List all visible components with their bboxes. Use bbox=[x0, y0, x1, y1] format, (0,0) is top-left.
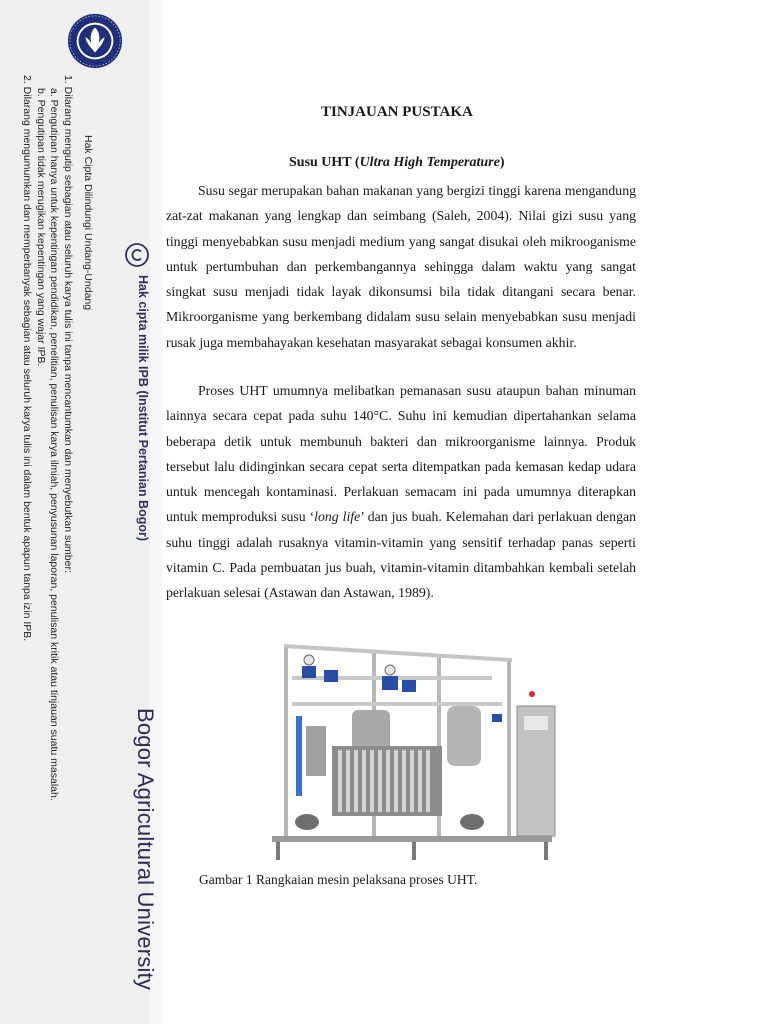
copyright-line: Hak cipta milik IPB (Institut Pertanian Bogor) bbox=[136, 275, 150, 542]
paragraph-2-text-a: Proses UHT umumnya melibatkan pemanasan susu ataupun bahan minuman lainnya secara cepat pada suhu 140°C. Suhu ini kemudian dipertahankan selama beberapa detik untuk membunuh bakteri dan mikroorganisme lainnya. Produk tersebut lalu didinginkan secara cepat serta ditempatkan pada kemasan kedap udara untuk mencegah kontaminasi. Perlakuan semacam ini pada umumnya diterapkan untuk memproduksi susu ‘ bbox=[166, 383, 636, 525]
subtitle-main: Susu UHT ( bbox=[289, 155, 360, 170]
paragraph-2-text-b: ’ dan jus buah. Kelemahan dari perlakuan dengan suhu tinggi adalah rusaknya vitamin-vitamin yang sensitif terhadap panas seperti vitamin C. Pada pembuatan jus buah, vitamin-vitamin ditambahkan kembali setelah perlakuan selesai (Astawan dan Astawan, 1989). bbox=[166, 509, 636, 601]
notice-title: Hak Cipta Dilindungi Undang-Undang bbox=[82, 135, 94, 311]
notice-item-2: 2. Dilarang mengumumkan dan memperbanyak sebagian atau seluruh karya tulis ini dalam bentuk apapun tanpa izin IPB. bbox=[21, 75, 33, 642]
uht-machine-illustration bbox=[262, 636, 562, 866]
page-title: TINJAUAN PUSTAKA bbox=[321, 104, 473, 120]
copyright-icon bbox=[124, 242, 150, 268]
paragraph-2-italic: long life bbox=[314, 509, 361, 525]
ipb-logo bbox=[66, 12, 124, 70]
subtitle-end: ) bbox=[499, 155, 505, 170]
notice-item-1a: a. Pengutipan hanya untuk kepentingan pendidikan, penelitian, penulisan karya ilmiah, penyusunan laporan, penulisan kritik atau tinjauan suatu masalah. bbox=[48, 88, 60, 801]
notice-item-1: 1. Dilarang mengutip sebagian atau seluruh karya tulis ini tanpa mencantumkan dan menyebutkan sumber: bbox=[62, 75, 74, 573]
paragraph-1 bbox=[166, 178, 636, 355]
subtitle-italic: Ultra High Temperature bbox=[359, 155, 500, 170]
notice-item-1b: b. Pengutipan tidak merugikan kepentingan yang wajar IPB. bbox=[35, 88, 47, 367]
section-subtitle bbox=[289, 155, 505, 171]
paragraph-2 bbox=[166, 378, 636, 606]
paragraph-1-text: Susu segar merupakan bahan makanan yang bergizi tinggi karena mengandung zat-zat makanan yang lengkap dan seimbang (Saleh, 2004). Nilai gizi susu yang tinggi menyebabkan susu menjadi medium yang sangat disukai oleh mikrooganisme untuk pertumbuhan dan perkembangannya sehingga dalam waktu yang sangat singkat susu menjadi tidak layak dikonsumsi bila tidak ditangani secara benar. Mikroorganisme yang berkembang didalam susu selain menyebabkan susu menjadi rusak juga membahayakan kesehatan masyarakat sebagai konsumen akhir. bbox=[166, 183, 636, 350]
university-name: Bogor Agricultural University bbox=[133, 708, 158, 991]
figure-caption: Gambar 1 Rangkaian mesin pelaksana proses UHT. bbox=[199, 872, 478, 887]
